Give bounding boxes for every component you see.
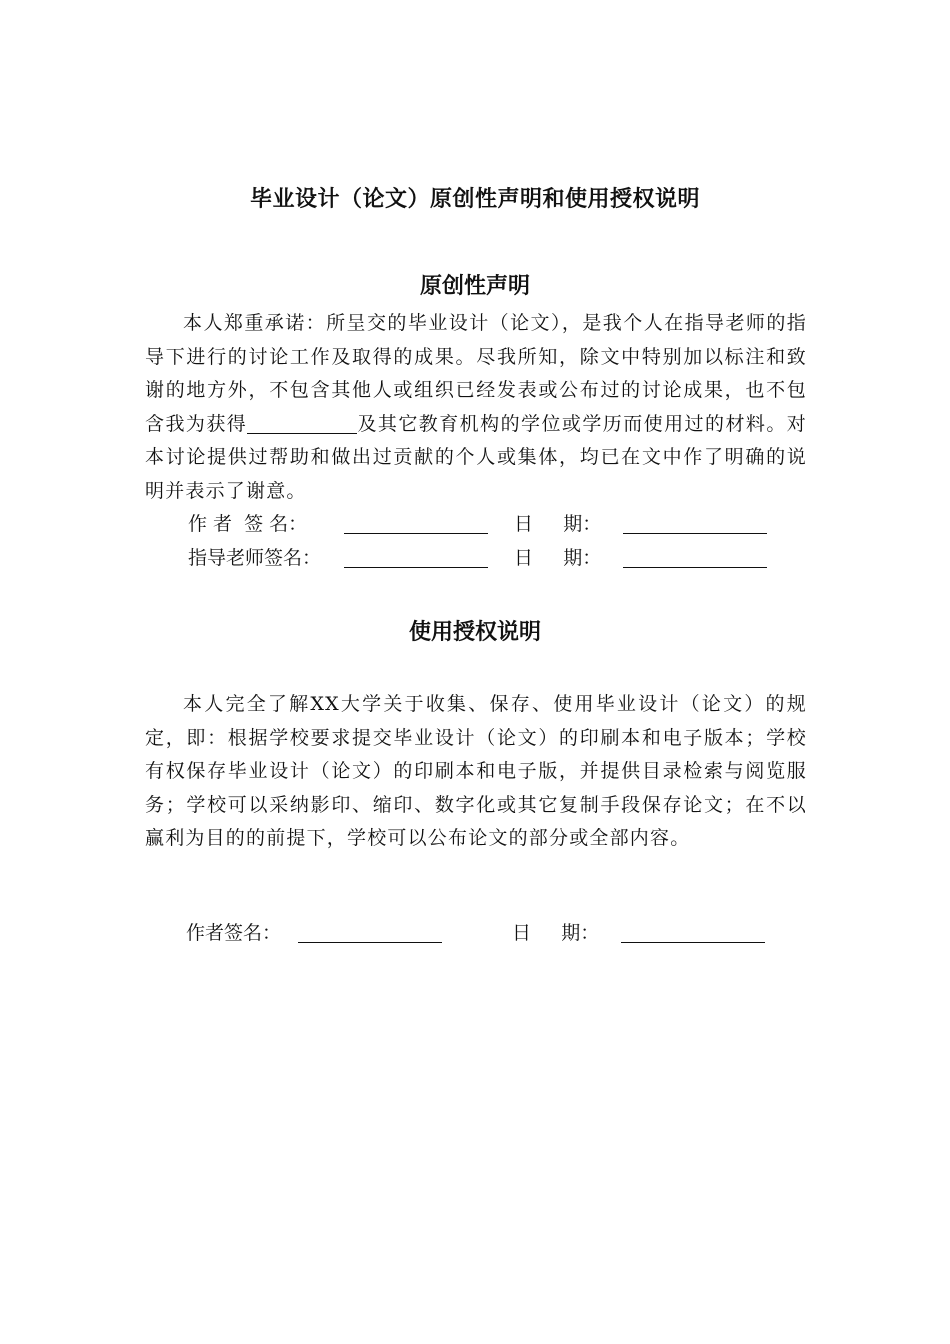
originality-text-part1: 本人郑重承诺：所呈交的毕业设计（论文），是我个人在指导老师的指导下进行的讨论工作及取得的成果。尽我所知，除文中特别加以标注和致谢的地方外，不包含其他人或组织已经发表或公布过的讨论成果，也不包含我为获得 bbox=[145, 312, 807, 435]
date-label: 日 期： bbox=[514, 513, 602, 535]
degree-blank-field[interactable] bbox=[247, 413, 357, 434]
authorization-date-line[interactable] bbox=[621, 942, 765, 943]
author-signature-label: 作 者 签 名： bbox=[188, 513, 308, 535]
originality-statement-text bbox=[145, 307, 807, 508]
authorization-date-label: 日 期： bbox=[512, 922, 600, 944]
advisor-signature-line[interactable] bbox=[344, 567, 488, 568]
authorization-author-label: 作者签名： bbox=[186, 922, 282, 944]
originality-statement-heading: 原创性声明 bbox=[419, 274, 530, 299]
advisor-signature-label: 指导老师签名： bbox=[188, 547, 322, 569]
advisor-date-line[interactable] bbox=[623, 567, 767, 568]
authorization-heading: 使用授权说明 bbox=[408, 620, 541, 645]
advisor-date-label: 日 期： bbox=[514, 547, 602, 569]
authorization-text: 本人完全了解XX大学关于收集、保存、使用毕业设计（论文）的规定，即：根据学校要求提交毕业设计（论文）的印刷本和电子版本；学校有权保存毕业设计（论文）的印刷本和电子版，并提供目录检索与阅览服务；学校可以采纳影印、缩印、数字化或其它复制手段保存论文；在不以赢利为目的的前提下，学校可以公布论文的部分或全部内容。 bbox=[145, 693, 807, 849]
authorization-author-line[interactable] bbox=[298, 942, 442, 943]
document-title: 毕业设计（论文）原创性声明和使用授权说明 bbox=[249, 187, 700, 212]
author-signature-line[interactable] bbox=[344, 533, 488, 534]
originality-text-part2: 及其它教育机构的学位或学历而使用过的材料。对本讨论提供过帮助和做出过贡献的个人或集体，均已在文中作了明确的说明并表示了谢意。 bbox=[145, 412, 807, 502]
date-line[interactable] bbox=[623, 533, 767, 534]
